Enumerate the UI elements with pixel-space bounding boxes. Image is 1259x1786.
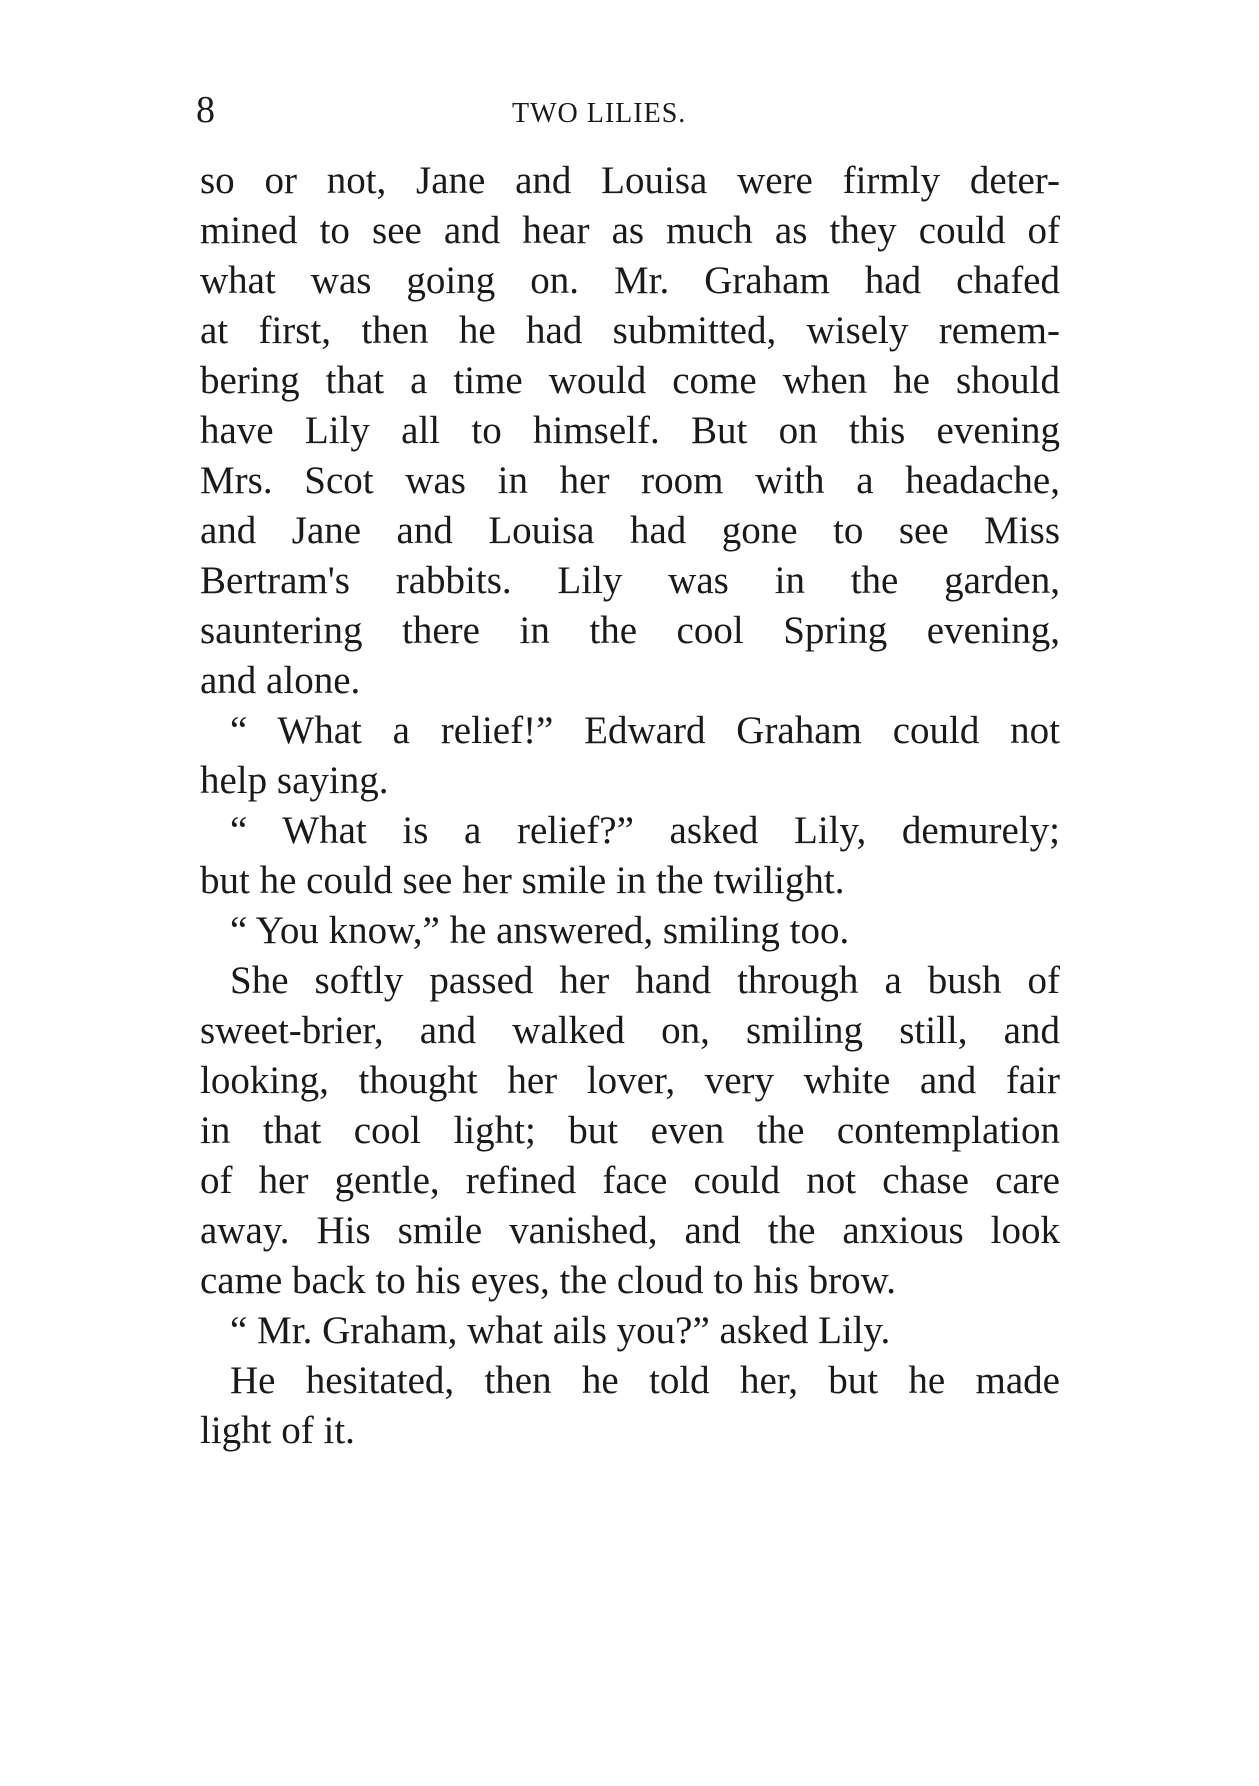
text-line: “ What a relief!” Edward Graham could not [230, 709, 1060, 752]
text-line: came back to his eyes, the cloud to his brow. [200, 1259, 897, 1302]
text-line: of her gentle, refined face could not chase care [200, 1159, 1060, 1202]
text-line: but he could see her smile in the twilight. [200, 859, 845, 902]
text-line: help saying. [200, 759, 389, 802]
text-line: away. His smile vanished, and the anxious look [200, 1209, 1060, 1252]
running-title: TWO LILIES. [512, 98, 687, 129]
text-line: Mrs. Scot was in her room with a headache, [200, 459, 1060, 502]
text-line: “ What is a relief?” asked Lily, demurely; [230, 809, 1060, 852]
text-line: sweet-brier, and walked on, smiling still, and [200, 1009, 1060, 1052]
page-number: 8 [196, 89, 215, 131]
text-line: so or not, Jane and Louisa were firmly deter- [200, 159, 1060, 202]
text-line: light of it. [200, 1409, 355, 1452]
text-line: what was going on. Mr. Graham had chafed [200, 259, 1060, 302]
text-line: bering that a time would come when he should [200, 359, 1060, 402]
text-line: “ You know,” he answered, smiling too. [230, 909, 850, 952]
text-line: and Jane and Louisa had gone to see Miss [200, 509, 1060, 552]
text-line: mined to see and hear as much as they could of [200, 209, 1060, 252]
text-line: sauntering there in the cool Spring evening, [200, 609, 1060, 652]
text-line: He hesitated, then he told her, but he made [230, 1359, 1060, 1402]
text-line: “ Mr. Graham, what ails you?” asked Lily. [230, 1309, 891, 1352]
text-line: Bertram's rabbits. Lily was in the garden, [200, 559, 1060, 602]
text-line: at first, then he had submitted, wisely remem- [200, 309, 1060, 352]
text-line: have Lily all to himself. But on this evening [200, 409, 1060, 452]
text-line: looking, thought her lover, very white and fair [200, 1059, 1060, 1102]
text-line: in that cool light; but even the contemplation [200, 1109, 1060, 1152]
text-line: She softly passed her hand through a bush of [230, 959, 1060, 1002]
text-line: and alone. [200, 659, 361, 702]
